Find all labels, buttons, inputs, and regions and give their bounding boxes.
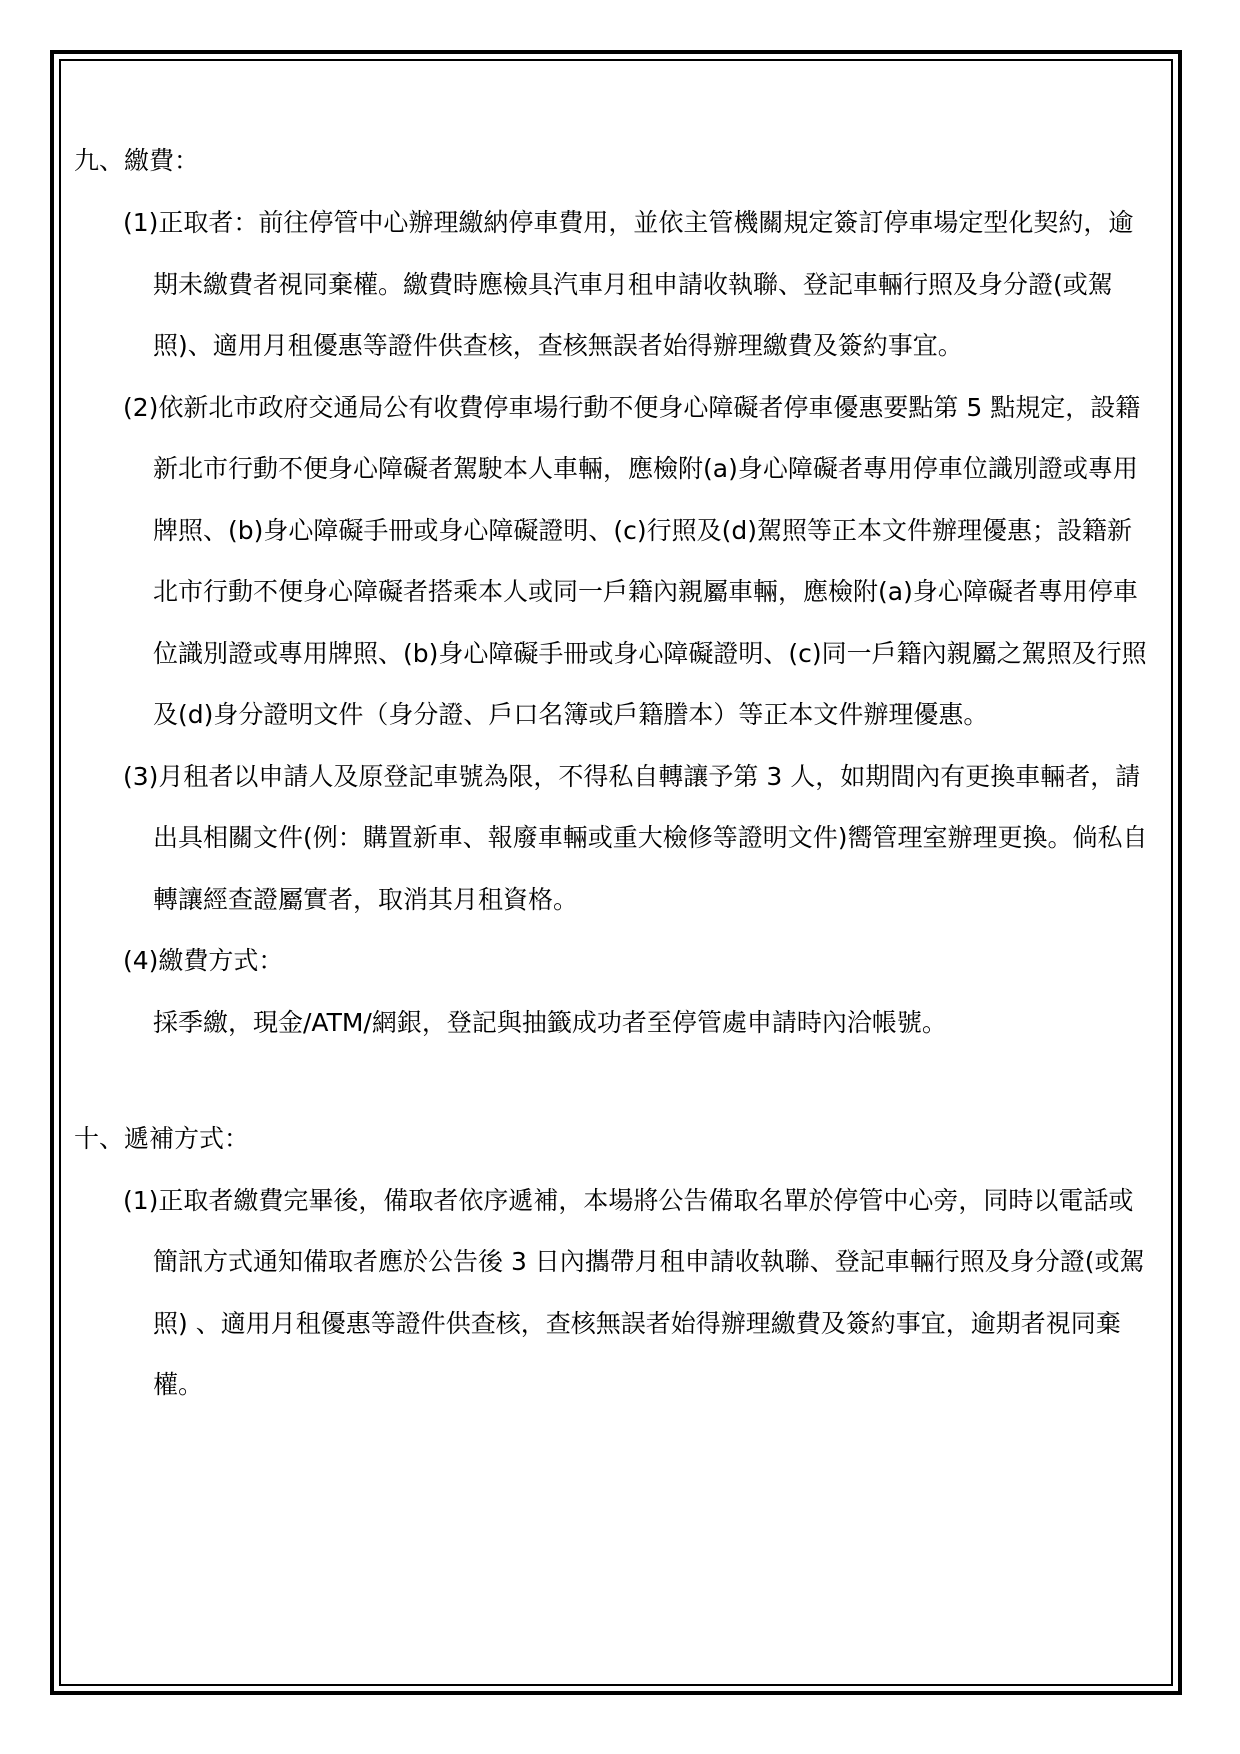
document-body [74, 130, 1164, 1416]
payment-method-text: 採季繳，現金/ATM/網銀，登記與抽籤成功者至停管處申請時內洽帳號。 [153, 1007, 947, 1037]
section-heading: 十、遞補方式： [74, 1123, 250, 1153]
section-heading: 九、繳費： [74, 146, 200, 175]
section-payment [74, 130, 1164, 1054]
payment-item-1: (1)正取者：前往停管中心辦理繳納停車費用，並依主管機關規定簽訂停車場定型化契約，逾期未繳費者視同棄權。繳費時應檢具汽車月租申請收執聯、登記車輛行照及身分證(或駕照)、適用月租優惠等證件供查核，查核無誤者始得辦理繳費及簽約事宜。 [123, 208, 1134, 360]
waitlist-item-1: (1)正取者繳費完畢後，備取者依序遞補，本場將公告備取名單於停管中心旁，同時以電話或簡訊方式通知備取者應於公告後 3 日內攜帶月租申請收執聯、登記車輛行照及身分證(或駕照) 、適用月租優惠等證件供查核，查核無誤者始得辦理繳費及簽約事宜，逾期者視同棄權。 [123, 1185, 1145, 1399]
payment-item-4: (4)繳費方式： [123, 946, 284, 975]
section-gap [74, 1054, 1164, 1108]
payment-item-2: (2)依新北市政府交通局公有收費停車場行動不便身心障礙者停車優惠要點第 5 點規定，設籍新北市行動不便身心障礙者駕駛本人車輛，應檢附(a)身心障礙者專用停車位識別證或專用牌照、(b)身心障礙手冊或身心障礙證明、(c)行照及(d)駕照等正本文件辦理優惠；設籍新北市行動不便身心障礙者搭乘本人或同一戶籍內親屬車輛，應檢附(a)身心障礙者專用停車位識別證或專用牌照、(b)身心障礙手冊或身心障礙證明、(c)同一戶籍內親屬之駕照及行照及(d)身分證明文件（身分證、戶口名簿或戶籍謄本）等正本文件辦理優惠。 [123, 392, 1147, 729]
section-waitlist [74, 1108, 1164, 1416]
payment-item-3: (3)月租者以申請人及原登記車號為限，不得私自轉讓予第 3 人，如期間內有更換車輛者，請出具相關文件(例：購置新車、報廢車輛或重大檢修等證明文件)嚮管理室辦理更換。倘私自轉讓經查證屬實者，取消其月租資格。 [123, 761, 1148, 914]
